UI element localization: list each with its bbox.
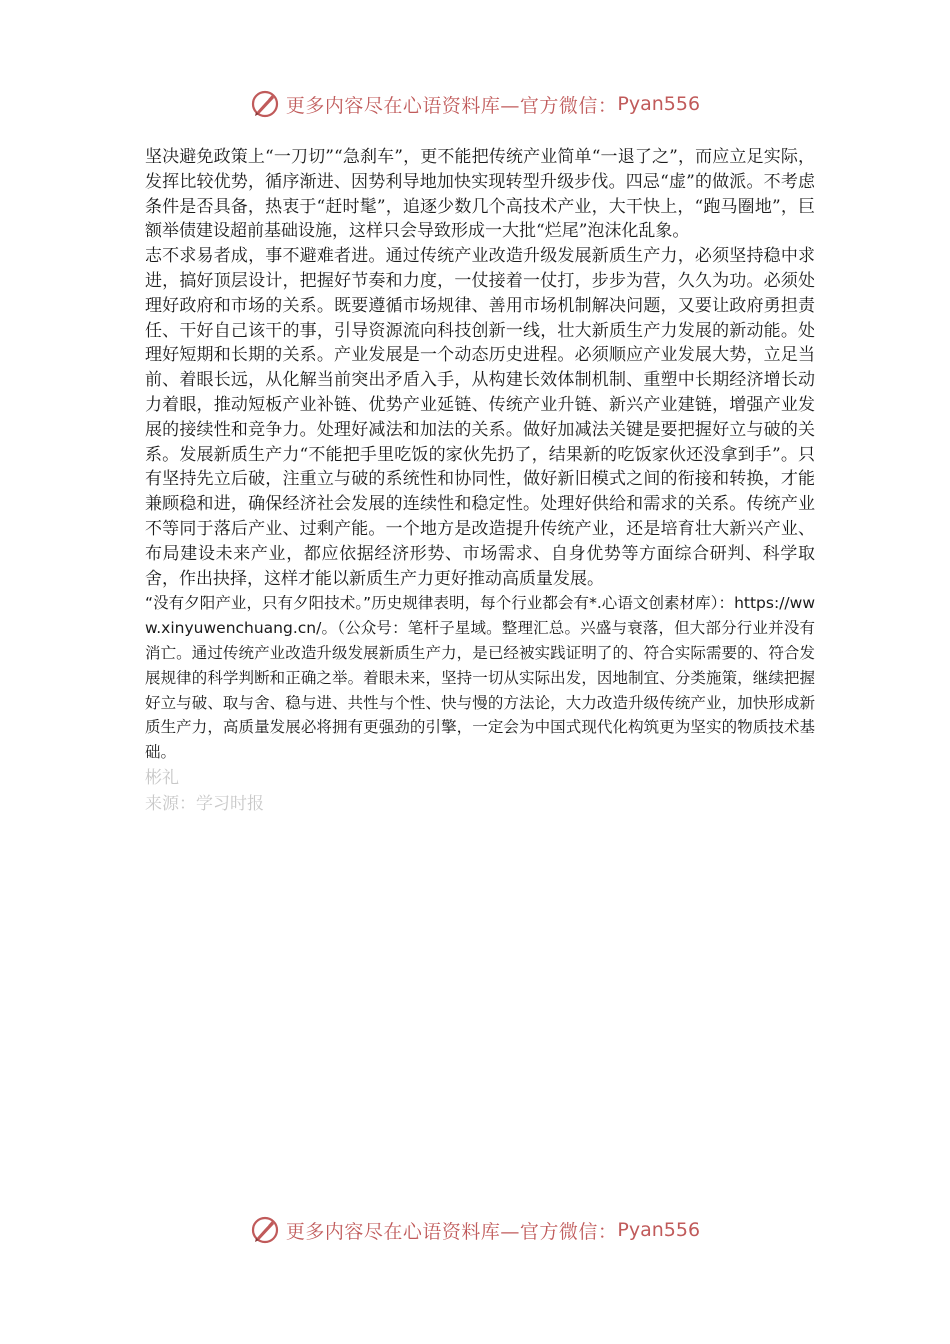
quill-logo-icon [250, 89, 280, 119]
quill-logo-icon [250, 1215, 280, 1245]
article-body [145, 145, 815, 817]
banner-text: 更多内容尽在心语资料库—官方微信： [285, 94, 618, 117]
banner-wechat-id: Pyan556 [617, 1219, 701, 1241]
author-name: 彬礼 [145, 767, 179, 788]
paragraph-1: 坚决避免政策上“一刀切”“急刹车”，更不能把传统产业简单“一退了之”，而应立足实际，发挥比较优势，循序渐进、因势利导地加快实现转型升级步伐。四忌“虚”的做派。不考虑条件是否具备，热衷于“赶时髦”，追逐少数几个高技术产业，大干快上，“跑马圈地”，巨额举债建设超前基础设施，这样只会导致形成一大批“烂尾”泡沫化乱象。 [145, 147, 815, 242]
paragraph-2: 志不求易者成，事不避难者进。通过传统产业改造升级发展新质生产力，必须坚持稳中求进，搞好顶层设计，把握好节奏和力度，一仗接着一仗打，步步为营，久久为功。必须处理好政府和市场的关系。既要遵循市场规律、善用市场机制解决问题，又要让政府勇担责任、干好自己该干的事，引导资源流向科技创新一线，壮大新质生产力发展的新动能。处理好短期和长期的关系。产业发展是一个动态历史进程。必须顺应产业发展大势，立足当前、着眼长远，从化解当前突出矛盾入手，从构建长效体制机制、重塑中长期经济增长动力着眼，推动短板产业补链、优势产业延链、传统产业升链、新兴产业建链，增强产业发展的接续性和竞争力。处理好减法和加法的关系。做好加减法关键是要把握好立与破的关系。发展新质生产力“不能把手里吃饭的家伙先扔了，结果新的吃饭家伙还没拿到手”。只有坚持先立后破，注重立与破的系统性和协同性，做好新旧模式之间的衔接和转换，才能兼顾稳和进，确保经济社会发展的连续性和稳定性。处理好供给和需求的关系。传统产业不等同于落后产业、过剩产能。一个地方是改造提升传统产业，还是培育壮大新兴产业、布局建设未来产业，都应依据经济形势、市场需求、自身优势等方面综合研判、科学取舍，作出抉择，这样才能以新质生产力更好推动高质量发展。 [145, 246, 815, 589]
footer-banner [0, 1210, 950, 1250]
paragraph-3: “没有夕阳产业，只有夕阳技术。”历史规律表明，每个行业都会有*.心语文创素材库）：https://www.xinyuwenchuang.cn/。（公众号：笔杆子星域。整理汇总。兴盛与衰落，但大部分行业并没有消亡。通过传统产业改造升级发展新质生产力，是已经被实践证明了的、符合实际需要的、符合发展规律的科学判断和正确之举。着眼未来，坚持一切从实际出发，因地制宜、分类施策，继续把握好立与破、取与舍、稳与进、共性与个性、快与慢的方法论，大力改造升级传统产业，加快形成新质生产力，高质量发展必将拥有更强劲的引擎，一定会为中国式现代化构筑更为坚实的物质技术基础。 [145, 594, 815, 762]
banner-wechat-id: Pyan556 [617, 93, 701, 115]
source-line: 来源：学习时报 [145, 793, 264, 814]
banner-text: 更多内容尽在心语资料库—官方微信： [285, 1220, 618, 1243]
header-banner [0, 84, 950, 124]
